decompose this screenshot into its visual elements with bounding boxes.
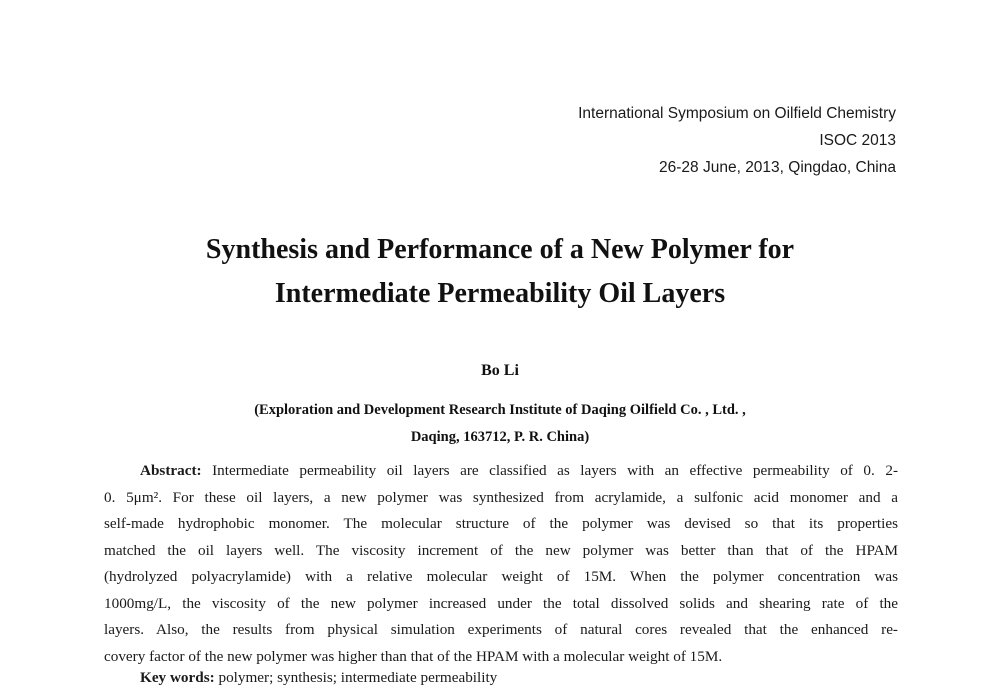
affiliation-line-2: Daqing, 163712, P. R. China) — [410, 429, 590, 445]
abstract-line: layers. Also, the results from physical simulation experiments of natural cores revealed that the enhanced re- — [104, 621, 898, 638]
abstract-line: 1000mg/L, the viscosity of the new polymer increased under the total dissolved solids and shearing rate of the — [104, 594, 898, 612]
keywords-text: polymer; synthesis; intermediate permeability — [218, 669, 498, 686]
abstract-line: 0. 5μm². For these oil layers, a new polymer was synthesized from acrylamide, a sulfonic acid monomer and a — [104, 488, 898, 506]
conference-acronym: ISOC 2013 — [819, 132, 896, 149]
affiliation — [0, 397, 1000, 451]
abstract — [104, 458, 898, 670]
abstract-line: covery factor of the new polymer was higher than that of the HPAM with a molecular weight of 15M. — [104, 647, 723, 665]
author-name: Bo Li — [481, 362, 519, 379]
abstract-line — [104, 458, 898, 485]
conference-name: International Symposium on Oilfield Chemistry — [578, 105, 896, 122]
abstract-label: Abstract: — [140, 462, 202, 479]
paper-title — [0, 228, 1000, 316]
keywords-label: Key words: — [140, 669, 215, 686]
conference-date-location: 26-28 June, 2013, Qingdao, China — [659, 159, 896, 176]
abstract-line: self-made hydrophobic monomer. The molecular structure of the polymer was devised so that its properties — [104, 515, 898, 532]
conference-header — [578, 100, 896, 181]
abstract-line: (hydrolyzed polyacrylamide) with a relative molecular weight of 15M. When the polymer concentration was — [104, 568, 898, 585]
keywords — [140, 667, 497, 689]
title-line-2: Intermediate Permeability Oil Layers — [274, 278, 726, 309]
affiliation-line-1: (Exploration and Development Research Institute of Daqing Oilfield Co. , Ltd. , — [254, 402, 746, 418]
abstract-line: matched the oil layers well. The viscosity increment of the new polymer was better than that of the HPAM — [104, 541, 898, 559]
title-line-1: Synthesis and Performance of a New Polymer for — [205, 234, 795, 265]
abstract-text: Intermediate permeability oil layers are classified as layers with an effective permeability of 0. 2- — [212, 462, 898, 479]
